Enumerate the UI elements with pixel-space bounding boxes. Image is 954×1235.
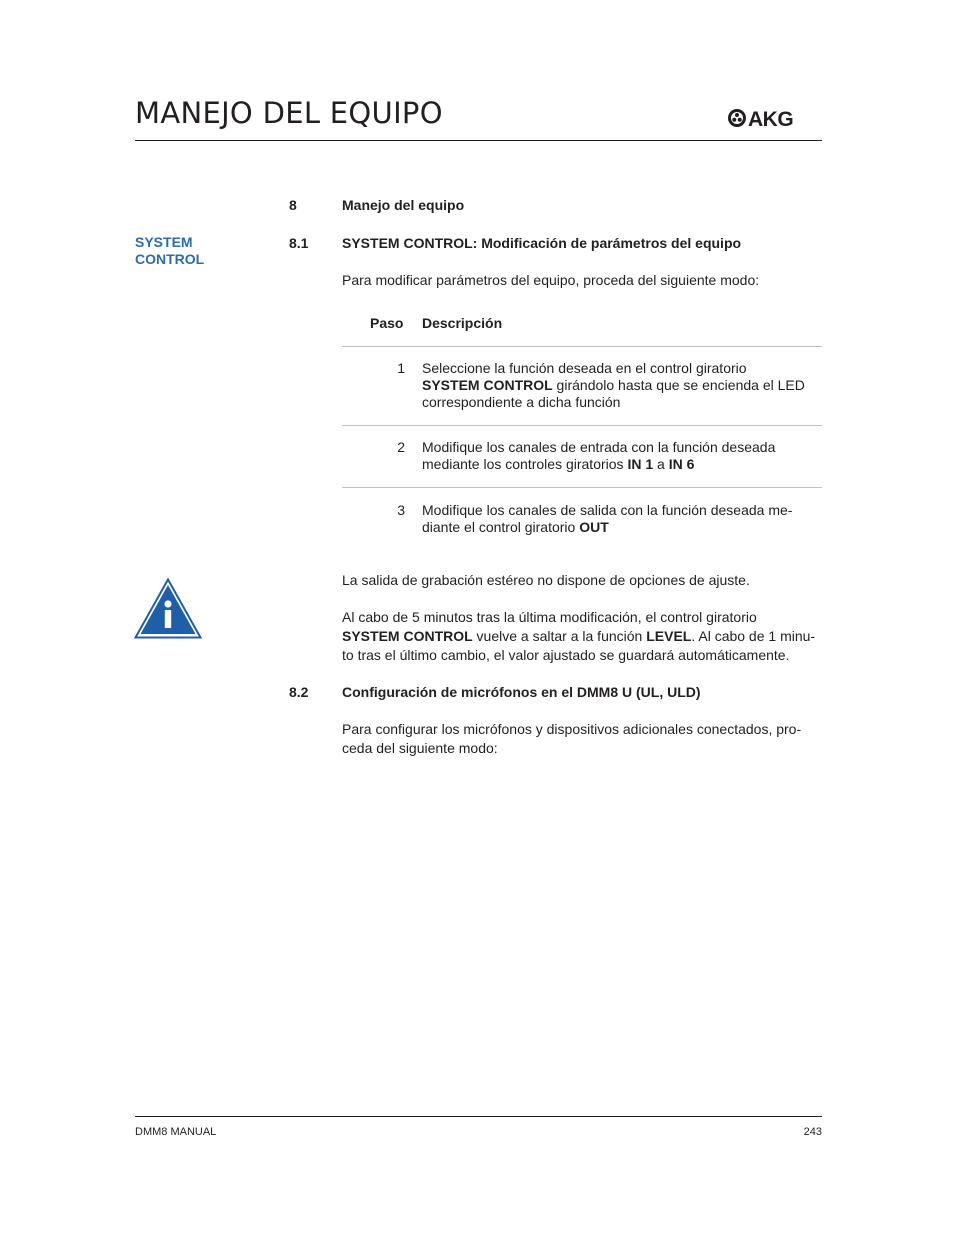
row2-pre-bold: mediante los controles giratorios xyxy=(422,456,628,472)
note-timeout-line1: Al cabo de 5 minutos tras la última modificación, el control giratorio xyxy=(342,609,757,625)
logo-text: AKG xyxy=(748,108,794,130)
table-row-step-1: 1 xyxy=(397,360,405,376)
akg-logo xyxy=(727,106,823,130)
footer-rule xyxy=(135,1116,822,1117)
footer-manual-name: DMM8 MANUAL xyxy=(135,1126,217,1138)
row3-bold: OUT xyxy=(579,519,609,535)
note-stereo-output: La salida de grabación estéreo no dispone de opciones de ajuste. xyxy=(342,572,750,588)
note-tail: . Al cabo de 1 minu- xyxy=(691,628,816,644)
table-divider xyxy=(342,425,822,426)
info-warning-icon xyxy=(134,578,202,639)
section-8-2-title: Configuración de micrófonos en el DMM8 U (UL, ULD) xyxy=(342,684,701,700)
akg-logo-icon xyxy=(727,106,823,130)
section-8-1-intro: Para modificar parámetros del equipo, proceda del siguiente modo: xyxy=(342,272,760,288)
table-divider xyxy=(342,487,822,488)
sidebar-label-line1: SYSTEM xyxy=(135,234,193,250)
table-divider xyxy=(342,346,822,347)
row3-line1: Modifique los canales de salida con la función deseada me- xyxy=(422,502,793,518)
section-8-title: Manejo del equipo xyxy=(342,197,465,213)
row3-pre-bold: diante el control giratorio xyxy=(422,519,580,535)
table-row-step-2: 2 xyxy=(397,439,405,455)
row1-line2 xyxy=(422,377,817,394)
table-header-step: Paso xyxy=(370,315,404,331)
note-bold-system-control: SYSTEM CONTROL xyxy=(342,628,473,644)
sidebar-label-line2: CONTROL xyxy=(135,251,205,267)
row1-line3: correspondiente a dicha función xyxy=(422,394,621,410)
header-rule xyxy=(135,140,822,141)
table-header-description: Descripción xyxy=(422,315,503,331)
row1-after-bold: girándolo hasta que se encienda el LED xyxy=(552,377,805,393)
row2-mid: a xyxy=(653,456,669,472)
section-8-2-number: 8.2 xyxy=(289,684,309,700)
section-8-2-line1: Para configurar los micrófonos y dispositivos adicionales conectados, pro- xyxy=(342,721,802,737)
note-bold-level: LEVEL xyxy=(646,628,692,644)
note-timeout xyxy=(342,608,824,665)
table-row-description-1 xyxy=(422,360,817,411)
row2-bold-b: IN 6 xyxy=(668,456,695,472)
footer-page-number: 243 xyxy=(803,1126,822,1138)
note-timeout-line3: to tras el último cambio, el valor ajustado se guardará automáticamente. xyxy=(342,647,790,663)
sidebar-label xyxy=(135,234,255,268)
row2-line1: Modifique los canales de entrada con la función deseada xyxy=(422,439,776,455)
row2-line2 xyxy=(422,456,817,473)
page-title: MANEJO DEL EQUIPO xyxy=(135,96,443,130)
table-row-step-3: 3 xyxy=(397,502,405,518)
section-8-1-number: 8.1 xyxy=(289,235,309,251)
row1-bold: SYSTEM CONTROL xyxy=(422,377,553,393)
note-mid: vuelve a saltar a la función xyxy=(472,628,647,644)
row3-line2 xyxy=(422,519,817,536)
table-row-description-2 xyxy=(422,439,817,473)
section-8-2-line2: ceda del siguiente modo: xyxy=(342,740,498,756)
table-row-description-3 xyxy=(422,502,817,536)
info-icon-container xyxy=(134,578,202,639)
row2-bold-a: IN 1 xyxy=(627,456,654,472)
section-8-number: 8 xyxy=(289,197,297,213)
note-timeout-line2 xyxy=(342,627,824,646)
row1-line1: Seleccione la función deseada en el control giratorio xyxy=(422,360,747,376)
section-8-2-paragraph xyxy=(342,720,824,758)
section-8-1-title: SYSTEM CONTROL: Modificación de parámetros del equipo xyxy=(342,235,742,251)
